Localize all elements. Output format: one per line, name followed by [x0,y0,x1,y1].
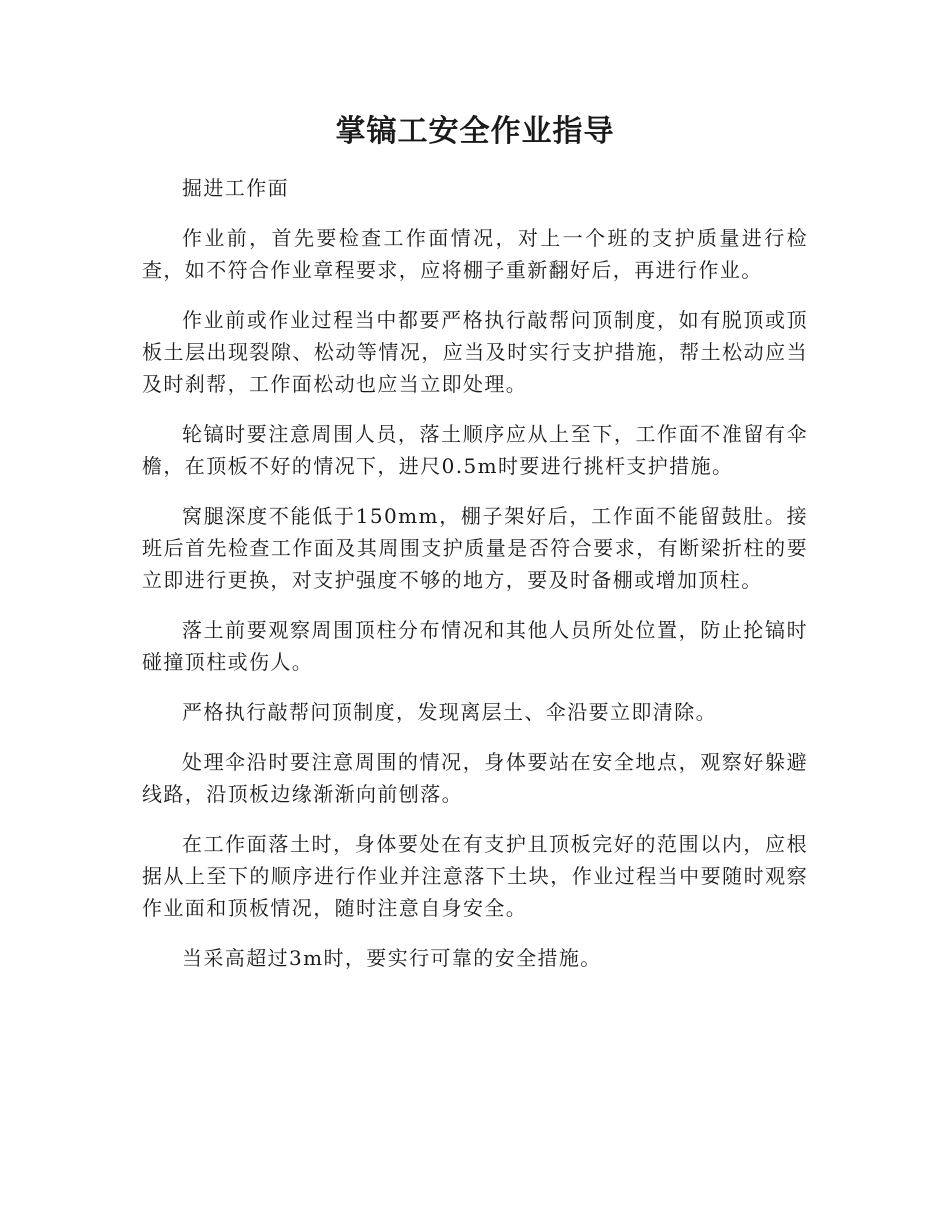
paragraph: 当采高超过3m时，要实行可靠的安全措施。 [182,946,602,970]
paragraph: 落土前要观察周围顶柱分布情况和其他人员所处位置，防止抡镐时碰撞顶柱或伤人。 [142,618,808,674]
document-page [142,112,808,992]
paragraph: 作业前或作业过程当中都要严格执行敲帮问顶制度，如有脱顶或顶板土层出现裂隙、松动等情况，应当及时实行支护措施，帮土松动应当及时刹帮，工作面松动也应当立即处理。 [142,308,808,396]
paragraph: 作业前，首先要检查工作面情况，对上一个班的支护质量进行检查，如不符合作业章程要求，应将棚子重新翻好后，再进行作业。 [142,226,808,282]
paragraph: 严格执行敲帮问顶制度，发现离层土、伞沿要立即清除。 [182,700,717,724]
paragraph: 处理伞沿时要注意周围的情况，身体要站在安全地点，观察好躲避线路，沿顶板边缘渐渐向前刨落。 [142,750,808,806]
paragraph: 窝腿深度不能低于150mm，棚子架好后，工作面不能留鼓肚。接班后首先检查工作面及其周围支护质量是否符合要求，有断梁折柱的要立即进行更换，对支护强度不够的地方，要及时备棚或增加顶柱。 [142,504,808,592]
paragraph: 轮镐时要注意周围人员，落土顺序应从上至下，工作面不准留有伞檐，在顶板不好的情况下，进尺0.5m时要进行挑杆支护措施。 [142,422,808,478]
document-title: 掌镐工安全作业指导 [335,114,615,149]
paragraph: 在工作面落土时，身体要处在有支护且顶板完好的范围以内，应根据从上至下的顺序进行作业并注意落下土块，作业过程当中要随时观察作业面和顶板情况，随时注意自身安全。 [142,832,808,920]
section-heading: 掘进工作面 [182,176,289,200]
